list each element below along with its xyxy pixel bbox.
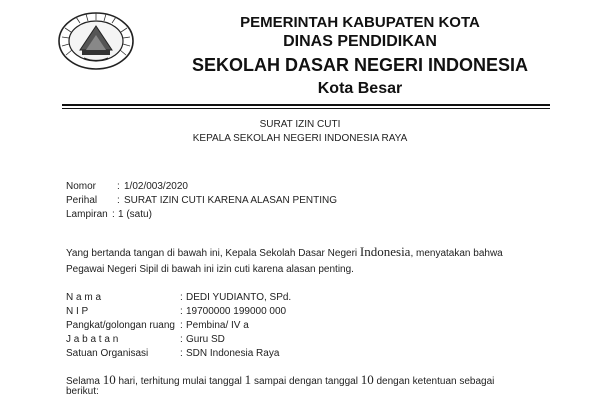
employee-colon: : xyxy=(180,334,183,345)
employee-value-jabatan: Guru SD xyxy=(186,334,225,345)
meta-value-perihal: SURAT IZIN CUTI KARENA ALASAN PENTING xyxy=(124,195,338,206)
intro-emphasis: Indonesia xyxy=(359,244,411,259)
kop-school-name: SEKOLAH DASAR NEGERI INDONESIA xyxy=(191,55,529,75)
closing-text: Selama xyxy=(66,376,100,387)
employee-colon: : xyxy=(180,306,183,317)
meta-label-lampiran: Lampiran xyxy=(66,209,108,220)
employee-label-nip: N I P xyxy=(66,306,89,317)
meta-colon: : xyxy=(117,181,120,192)
kop-government: PEMERINTAH KABUPATEN KOTA xyxy=(240,14,480,31)
meta-value-nomor: 1/02/003/2020 xyxy=(124,181,188,192)
closing-days: 10 xyxy=(102,372,116,387)
meta-label-perihal: Perihal xyxy=(66,195,98,206)
meta-colon: : xyxy=(117,195,120,206)
employee-label-jabatan: J a b a t a n xyxy=(66,334,119,345)
intro-text: Yang bertanda tangan di bawah ini, Kepala Sekolah Dasar Negeri xyxy=(66,248,358,259)
employee-label-nama: N a m a xyxy=(66,292,102,303)
intro-line-1 xyxy=(66,244,503,260)
closing-start-date: 1 xyxy=(244,372,252,387)
closing-line-1 xyxy=(66,372,494,388)
letterhead-divider-thick xyxy=(62,104,550,106)
employee-colon: : xyxy=(180,320,183,331)
employee-value-nip: 19700000 199000 000 xyxy=(186,306,287,317)
emblem-graphic xyxy=(56,10,136,72)
intro-text-tail: , menyatakan bahwa xyxy=(410,248,503,259)
employee-label-satuan: Satuan Organisasi xyxy=(66,348,149,359)
employee-value-pangkat: Pembina/ IV a xyxy=(186,320,249,331)
intro-line-2: Pegawai Negeri Sipil di bawah ini izin cuti karena alasan penting. xyxy=(66,264,354,275)
letter-subtitle: KEPALA SEKOLAH NEGERI INDONESIA RAYA xyxy=(192,133,408,144)
closing-end-date: 10 xyxy=(360,372,374,387)
school-emblem-logo xyxy=(56,10,136,72)
kop-city: Kota Besar xyxy=(317,80,403,97)
employee-value-satuan: SDN Indonesia Raya xyxy=(186,348,280,359)
closing-text: dengan ketentuan sebagai xyxy=(376,376,495,387)
letterhead-divider-thin xyxy=(62,108,550,109)
employee-label-pangkat: Pangkat/golongan ruang xyxy=(66,320,175,331)
kop-department: DINAS PENDIDIKAN xyxy=(283,33,437,50)
letter-title: SURAT IZIN CUTI xyxy=(259,119,341,130)
closing-text: hari, terhitung mulai tanggal xyxy=(118,376,242,387)
employee-value-nama: DEDI YUDIANTO, SPd. xyxy=(186,292,292,303)
meta-label-nomor: Nomor xyxy=(66,181,97,192)
meta-value-lampiran: 1 (satu) xyxy=(118,209,152,220)
employee-colon: : xyxy=(180,348,183,359)
meta-colon: : xyxy=(112,209,115,220)
closing-text: sampai dengan tanggal xyxy=(253,376,358,387)
employee-colon: : xyxy=(180,292,183,303)
closing-line-2: berikut: xyxy=(66,386,99,397)
